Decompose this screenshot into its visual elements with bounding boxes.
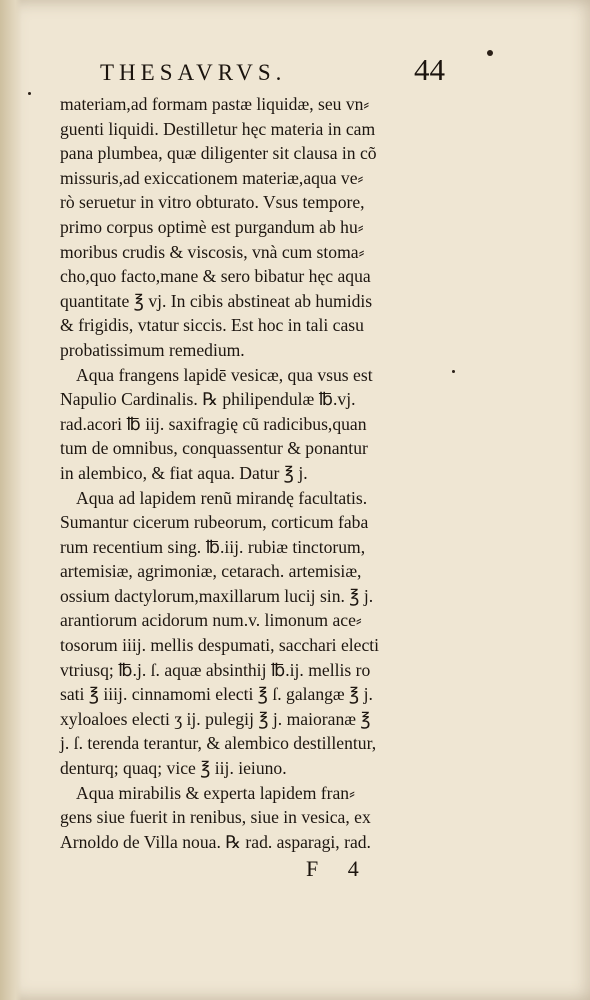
page-number: 44 xyxy=(414,52,445,87)
signature-mark: F 4 xyxy=(306,856,371,881)
text-line: denturq; quaq; vice ℥ iij. ieiuno. xyxy=(60,758,287,779)
text-line: Sumantur cicerum rubeorum, corticum faba xyxy=(60,512,369,533)
running-head xyxy=(100,52,445,96)
text-line: pana plumbea, quæ diligenter sit clausa in cõ xyxy=(60,143,377,164)
text-line: moribus crudis & viscosis, vnà cum stoma⸗ xyxy=(60,241,365,262)
binding-gutter xyxy=(0,0,22,1000)
text-line: ossium dactylorum,maxillarum lucij sin. ℥ j. xyxy=(60,585,374,606)
text-line: rad.acori ℔ iij. saxifragię cũ radicibus,quan xyxy=(60,413,367,434)
body-text xyxy=(60,92,440,854)
paragraph-start-line: Aqua ad lapidem renũ mirandę facultatis. xyxy=(76,487,368,508)
paragraph-start-line: Aqua frangens lapidē vesicæ, qua vsus est xyxy=(76,364,373,385)
text-line: materiam,ad formam pastæ liquidæ, seu vn⸗ xyxy=(60,94,370,114)
text-line: tum de omnibus, conquassentur & ponantur xyxy=(60,438,368,459)
text-line: vtriusq; ℔.j. ſ. aquæ absinthij ℔.ij. mellis ro xyxy=(60,659,371,680)
text-line: artemisiæ, agrimoniæ, cetarach. artemisiæ, xyxy=(60,561,362,582)
text-line: Arnoldo de Villa noua. ℞ rad. asparagi, rad. xyxy=(60,831,371,852)
ink-speck xyxy=(28,92,31,95)
text-line: xyloaloes electi ʒ ij. pulegij ℥ j. maioranæ ℥ xyxy=(60,708,371,729)
text-line: quantitate ℥ vj. In cibis abstineat ab humidis xyxy=(60,290,373,311)
text-line: in alembico, & fiat aqua. Datur ℥ j. xyxy=(60,462,308,483)
text-line: tosorum iiij. mellis despumati, sacchari electi xyxy=(60,635,380,656)
text-line: rum recentium sing. ℔.iij. rubiæ tinctorum, xyxy=(60,536,366,557)
text-line: missuris,ad exiccationem materiæ,aqua ve⸗ xyxy=(60,167,364,188)
text-line: sati ℥ iiij. cinnamomi electi ℥ ſ. galangæ ℥ j. xyxy=(60,684,373,705)
ink-speck xyxy=(452,370,455,373)
text-line: Napulio Cardinalis. ℞ philipendulæ ℔.vj. xyxy=(60,389,356,410)
text-line: arantiorum acidorum num.v. limonum ace⸗ xyxy=(60,610,362,631)
paragraph-start-line: Aqua mirabilis & experta lapidem fran⸗ xyxy=(76,782,355,803)
text-line: j. ſ. terenda terantur, & alembico destillentur, xyxy=(60,733,377,754)
ink-speck xyxy=(487,50,493,56)
text-line: gens siue fuerit in renibus, siue in vesica, ex xyxy=(60,807,371,828)
running-title: THESAVRVS. xyxy=(100,60,287,85)
text-line: probatissimum remedium. xyxy=(60,339,245,360)
text-line: guenti liquidi. Destilletur hęc materia in cam xyxy=(60,118,376,139)
text-line: cho,quo facto,mane & sero bibatur hęc aqua xyxy=(60,266,371,287)
text-line: primo corpus optimè est purgandum ab hu⸗ xyxy=(60,216,364,237)
text-line: rò seruetur in vitro obturato. Vsus tempore, xyxy=(60,192,365,213)
text-line: & frigidis, vtatur siccis. Est hoc in tali casu xyxy=(60,315,364,336)
